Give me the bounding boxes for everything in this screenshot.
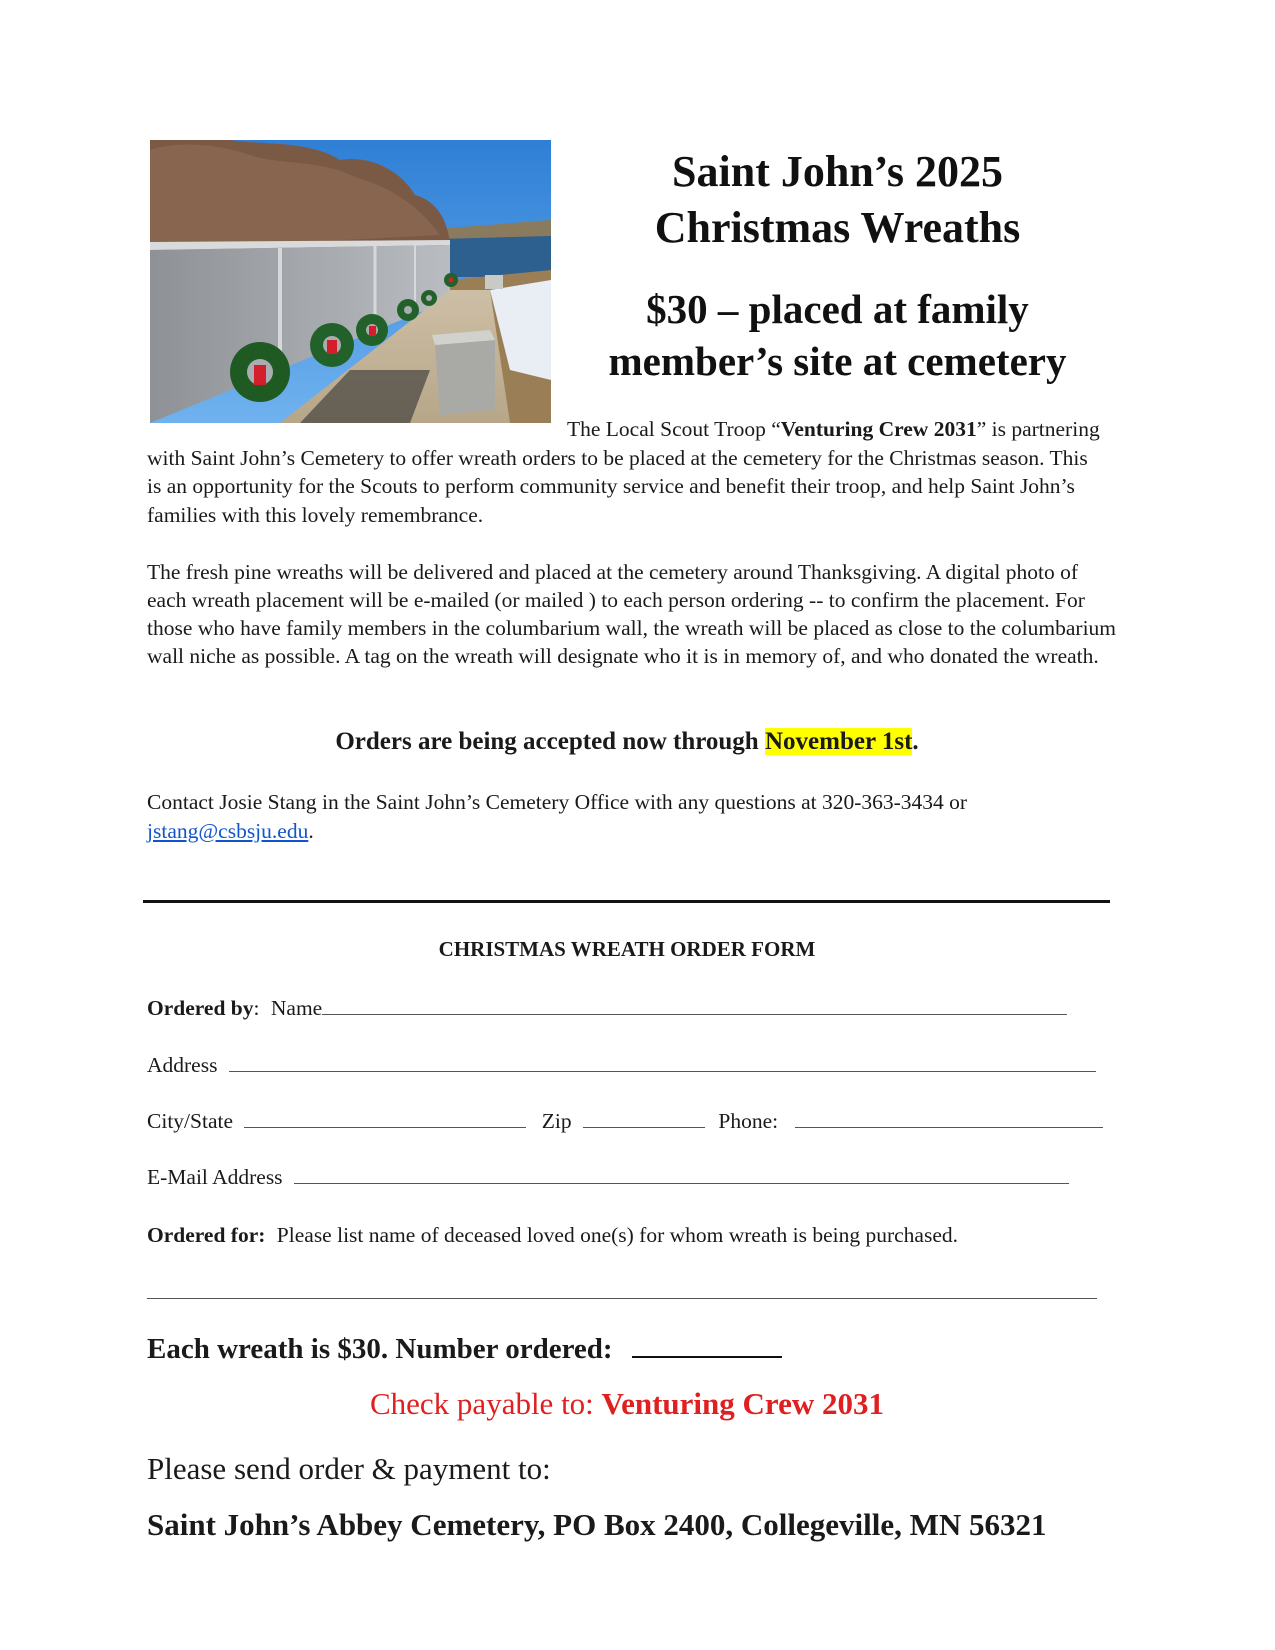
name-field[interactable]: [322, 995, 1067, 1015]
phone-label: Phone:: [718, 1109, 779, 1133]
check-payee: Venturing Crew 2031: [601, 1386, 884, 1421]
ordered-by-label: Ordered by: [147, 996, 254, 1020]
zip-field[interactable]: [583, 1108, 705, 1128]
contact-email-link[interactable]: jstang@csbsju.edu: [147, 818, 309, 843]
form-title: CHRISTMAS WREATH ORDER FORM: [438, 937, 816, 961]
zip-label: Zip: [541, 1109, 572, 1133]
address-row: [147, 1051, 1096, 1079]
ordered-for-field[interactable]: [147, 1279, 1097, 1299]
address-field[interactable]: [229, 1052, 1096, 1072]
ordered-for-line-row: [147, 1278, 1097, 1306]
intro-rest: ” is partnering with Saint John’s Cemetery to offer wreath orders to be placed at the cemetery for the Christmas season. This is an opportunity for the Scouts to perform community service and benefit their troop, and help Saint John’s families with this lovely remembrance.: [147, 417, 1100, 527]
title-line-2: Christmas Wreaths: [654, 203, 1021, 252]
intro-lead: The Local Scout Troop “: [567, 417, 781, 441]
photo-text-wrap: [147, 415, 567, 443]
ordered-by-colon: :: [253, 996, 260, 1020]
wreath-price-row: [147, 1330, 782, 1367]
cemetery-wreath-photo: [150, 140, 551, 423]
photo-illustration: [150, 140, 551, 423]
number-ordered-field[interactable]: [632, 1330, 782, 1358]
intro-troop-name: Venturing Crew 2031: [780, 417, 977, 441]
email-label: E-Mail Address: [147, 1165, 283, 1189]
each-wreath-text: Each wreath is $30. Number ordered:: [147, 1333, 613, 1365]
city-state-label: City/State: [147, 1109, 233, 1133]
subtitle-line-2: member’s site at cemetery: [608, 338, 1067, 384]
page-title: [570, 144, 1105, 256]
section-divider: [143, 900, 1110, 903]
name-label: Name: [270, 996, 323, 1020]
city-zip-phone-row: [147, 1107, 1103, 1135]
title-line-1: Saint John’s 2025: [672, 147, 1003, 196]
contact-text: Contact Josie Stang in the Saint John’s Cemetery Office with any questions at 320-363-3434 or: [147, 790, 968, 814]
orders-end: .: [912, 728, 919, 755]
check-payable: [147, 1385, 1107, 1423]
subtitle-line-1: $30 – placed at family: [646, 286, 1029, 332]
deadline-highlight: November 1st: [764, 728, 913, 755]
details-paragraph: The fresh pine wreaths will be delivered and placed at the cemetery around Thanksgiving. A digital photo of each wreath placement will be e-mailed (or mailed ) to each person ordering -- to confirm the placement. For those who have family members in the columbarium wall, the wreath will be placed as close to the columbarium wall niche as possible. A tag on the wreath will designate who it is in memory of, and who donated the wreath.: [147, 560, 1117, 668]
ordered-for-instructions: Please list name of deceased loved one(s) for whom wreath is being purchased.: [276, 1223, 959, 1247]
ordered-for-label: Ordered for:: [147, 1223, 266, 1247]
ordered-for-row: [147, 1221, 958, 1249]
check-payable-text: Check payable to:: [369, 1386, 602, 1421]
orders-text: Orders are being accepted now through: [335, 728, 765, 755]
address-label: Address: [147, 1053, 218, 1077]
city-state-field[interactable]: [244, 1108, 526, 1128]
mailing-address: Saint John’s Abbey Cemetery, PO Box 2400, Collegeville, MN 56321: [147, 1507, 1047, 1542]
ordered-by-row: [147, 994, 1067, 1022]
page-subtitle: [570, 283, 1105, 387]
intro-paragraph: [147, 415, 1107, 529]
send-instructions: Please send order & payment to:: [147, 1451, 551, 1486]
phone-field[interactable]: [795, 1108, 1103, 1128]
orders-deadline: [147, 726, 1107, 758]
email-field[interactable]: [294, 1164, 1069, 1184]
email-row: [147, 1163, 1069, 1191]
contact-paragraph: [147, 788, 1107, 845]
contact-end: .: [308, 818, 314, 843]
